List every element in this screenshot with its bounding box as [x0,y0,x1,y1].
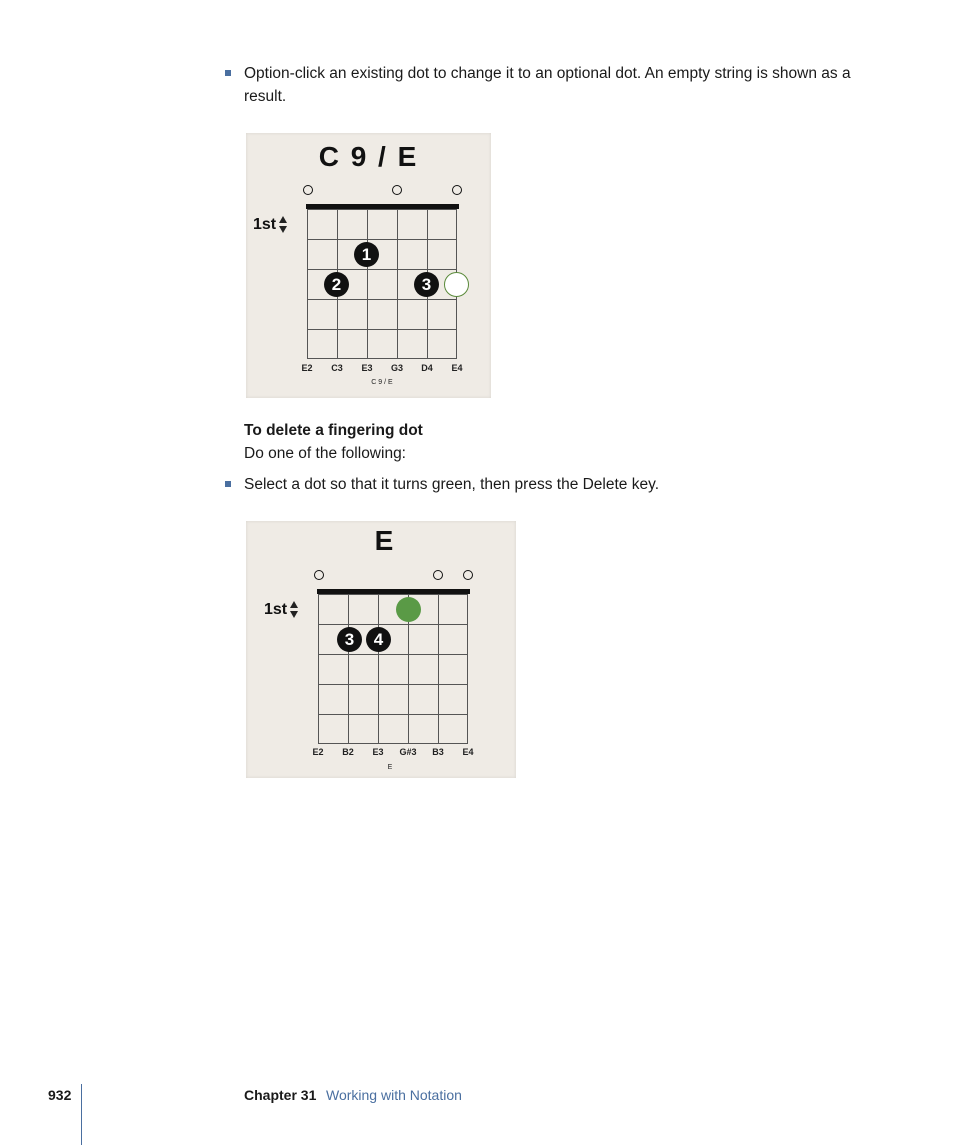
string-label: E4 [462,747,474,757]
open-string-marker[interactable] [452,185,462,195]
chord-name: C 9 / E [318,141,419,172]
selected-dot[interactable] [396,597,421,622]
page-number: 932 [48,1087,72,1103]
finger-dot[interactable]: 1 [354,242,379,267]
finger-dot[interactable]: 4 [366,627,391,652]
fret-position-label: 1st [264,601,288,618]
fret-stepper-icon[interactable] [279,216,289,234]
footer-chapter: Chapter 31 [244,1087,317,1103]
string-label: E4 [451,363,463,373]
chord-name: E [374,525,396,556]
finger-dot[interactable]: 3 [414,272,439,297]
finger-dot[interactable]: 2 [324,272,349,297]
string-label: B2 [342,747,354,757]
open-string-marker[interactable] [463,570,473,580]
string-label: E3 [372,747,384,757]
open-string-marker[interactable] [392,185,402,195]
string-label: D4 [421,363,433,373]
string-label: B3 [432,747,444,757]
open-string-marker[interactable] [314,570,324,580]
string-label: E2 [312,747,324,757]
string-label: G3 [390,363,403,373]
optional-dot[interactable] [444,272,469,297]
finger-dot[interactable]: 3 [337,627,362,652]
bullet-marker [225,70,231,76]
string-label: C3 [331,363,343,373]
string-label: G#3 [399,747,417,757]
bullet-marker [225,481,231,487]
bullet-text: Select a dot so that it turns green, then press the Delete key. [244,476,660,493]
fret-stepper-icon[interactable] [290,601,300,619]
bullet-item [225,62,885,108]
open-string-marker[interactable] [303,185,313,195]
section-heading: To delete a fingering dot [244,422,423,439]
chord-diagram-e [246,521,516,778]
chord-caption: E [387,764,393,771]
open-string-marker[interactable] [433,570,443,580]
footer-divider [81,1084,82,1145]
chord-caption: C 9 / E [371,379,393,386]
chord-diagram-c9-e [246,133,491,398]
bullet-text: Option-click an existing dot to change it to an optional dot. An empty string is shown as a result. [244,65,851,105]
string-label: E2 [301,363,313,373]
fretboard[interactable] [318,594,468,744]
footer-chapter-title[interactable]: Working with Notation [326,1087,462,1103]
intro-paragraph: Do one of the following: [244,445,406,462]
fret-position-label: 1st [253,216,277,233]
bullet-item [225,473,885,496]
string-label: E3 [361,363,373,373]
